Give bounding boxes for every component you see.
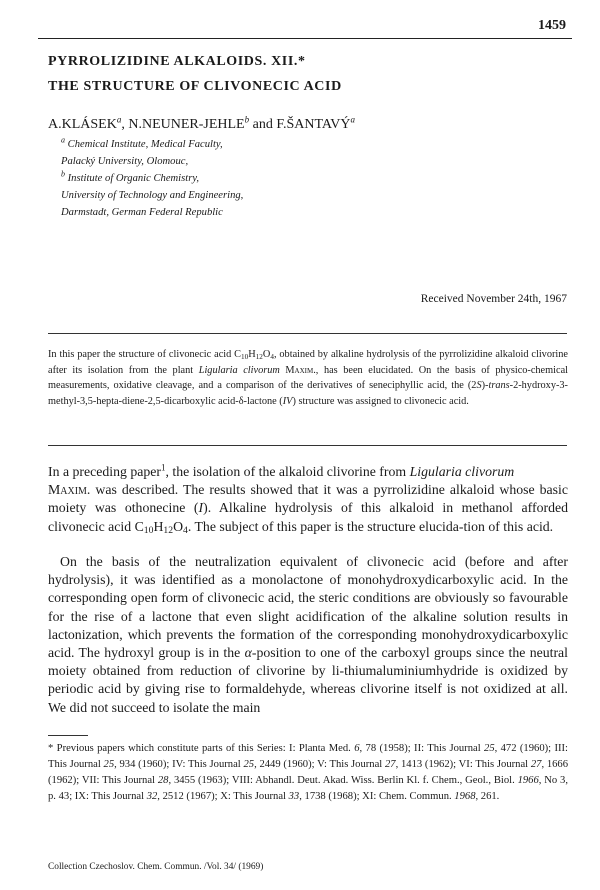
- author-separator: ,: [121, 117, 129, 132]
- abstract-top-rule: [48, 333, 567, 334]
- affiliation-text: Palacký University, Olomouc,: [61, 156, 189, 167]
- affiliation-line: [61, 153, 188, 170]
- reference-mark: 1: [161, 462, 166, 473]
- received-date: Received November 24th, 1967: [420, 293, 567, 305]
- affiliation-text: Darmstadt, German Federal Republic: [61, 207, 223, 218]
- paper-title: THE STRUCTURE OF CLIVONECIC ACID: [48, 79, 342, 94]
- abstract: In this paper the structure of clivonecic acid $C_{10}H_{12}O_4$, obtained by alkaline hydrolysis of the pyrrolizidine alkaloid clivorine after its isolation from the plant Ligularia clivorum Maxim., has been elucidated. On the basis of physico-chemical measurements, oxidative cleavage, and a comparison of the derivatives of seneciphyllic acid, the (2S)-trans-2-hydroxy-3-methyl-3,5-hepta-diene-2,5-dicarboxylic acid-δ-lactone (IV) structure was assigned to clivonecic acid.: [48, 349, 568, 407]
- journal-footer: Collection Czechoslov. Chem. Commun. /Vol. 34/ (1969): [48, 862, 264, 872]
- body-paragraph-2: On the basis of the neutralization equivalent of clivonecic acid (before and after hydrolysis), it was identified as a monolactone of monohydroxydicarboxylic acid. In the corresponding open form of clivonecic acid, the steric conditions are obviously so favourable for the rise of a lactone that even slight acidification of the alkaline solution results in lactonization, which prevents the formation of the corresponding monohydroxydicarboxylic acid. The hydroxyl group is in the α-position to one of the carboxyl groups since the neutral moiety obtained from reduction of clivorine by li-thiumaluminiumhydride is oxidized by periodic acid by giving rise to formaldehyde, whereas clivorine itself is not oxidized at all. We did not succeed to isolate the main: [48, 554, 569, 715]
- affiliation-mark: a: [61, 135, 65, 145]
- affiliation-line: [61, 136, 223, 153]
- page-number: 1459: [538, 18, 566, 33]
- header-rule: [38, 38, 572, 39]
- affiliation-text: Institute of Organic Chemistry,: [65, 173, 200, 184]
- footnote: * Previous papers which constitute parts of this Series: I: Planta Med. 6, 78 (1958); II: This Journal 25, 472 (1960); III: This Journal 25, 934 (1960); IV: This Journal 25, 2449 (1960); V: This Journal 27, 1413 (1962); VI: This Journal 27, 1666 (1962); VII: This Journal 28, 3455 (1963); VIII: Abhandl. Deut. Akad. Wiss. Berlin Kl. f. Chem., Geol., Biol. 1966, No 3, p. 43; IX: This Journal 32, 2512 (1967); X: This Journal 33, 1738 (1968); XI: Chem. Commun. 1968, 261.: [48, 743, 569, 802]
- affiliation-mark: b: [244, 114, 250, 125]
- affiliation-line: [61, 204, 223, 221]
- body-paragraph-1: In a preceding paper$^1$, the isolation of the alkaloid clivorine from Ligularia clivorum Maxim. was described. The results showed that it was a pyrrolizidine alkaloid whose basic moiety was othonecine (I). Alkaline hydrolysis of this alkaloid in methanol afforded clivonecic acid $C_{10}H_{12}O_4$. The subject of this paper is the structure elucida-tion of this acid.: [48, 462, 569, 536]
- affiliation-text: Chemical Institute, Medical Faculty,: [65, 139, 223, 150]
- series-title: PYRROLIZIDINE ALKALOIDS. XII.*: [48, 54, 306, 69]
- author-name: A.KLÁSEK: [48, 117, 117, 132]
- author-separator: and: [249, 117, 277, 132]
- author-name: F.ŠANTAVÝ: [276, 117, 351, 132]
- author-name: N.NEUNER-JEHLE: [128, 117, 245, 132]
- affiliation-mark: a: [350, 114, 355, 125]
- affiliation-line: [61, 170, 199, 187]
- abstract-bottom-rule: [48, 445, 567, 446]
- affiliation-mark: b: [61, 169, 65, 179]
- footnote-rule: [48, 735, 88, 736]
- affiliation-line: [61, 187, 243, 204]
- affiliation-text: University of Technology and Engineering,: [61, 190, 244, 201]
- affiliation-mark: a: [116, 114, 122, 125]
- author-list: [48, 114, 355, 133]
